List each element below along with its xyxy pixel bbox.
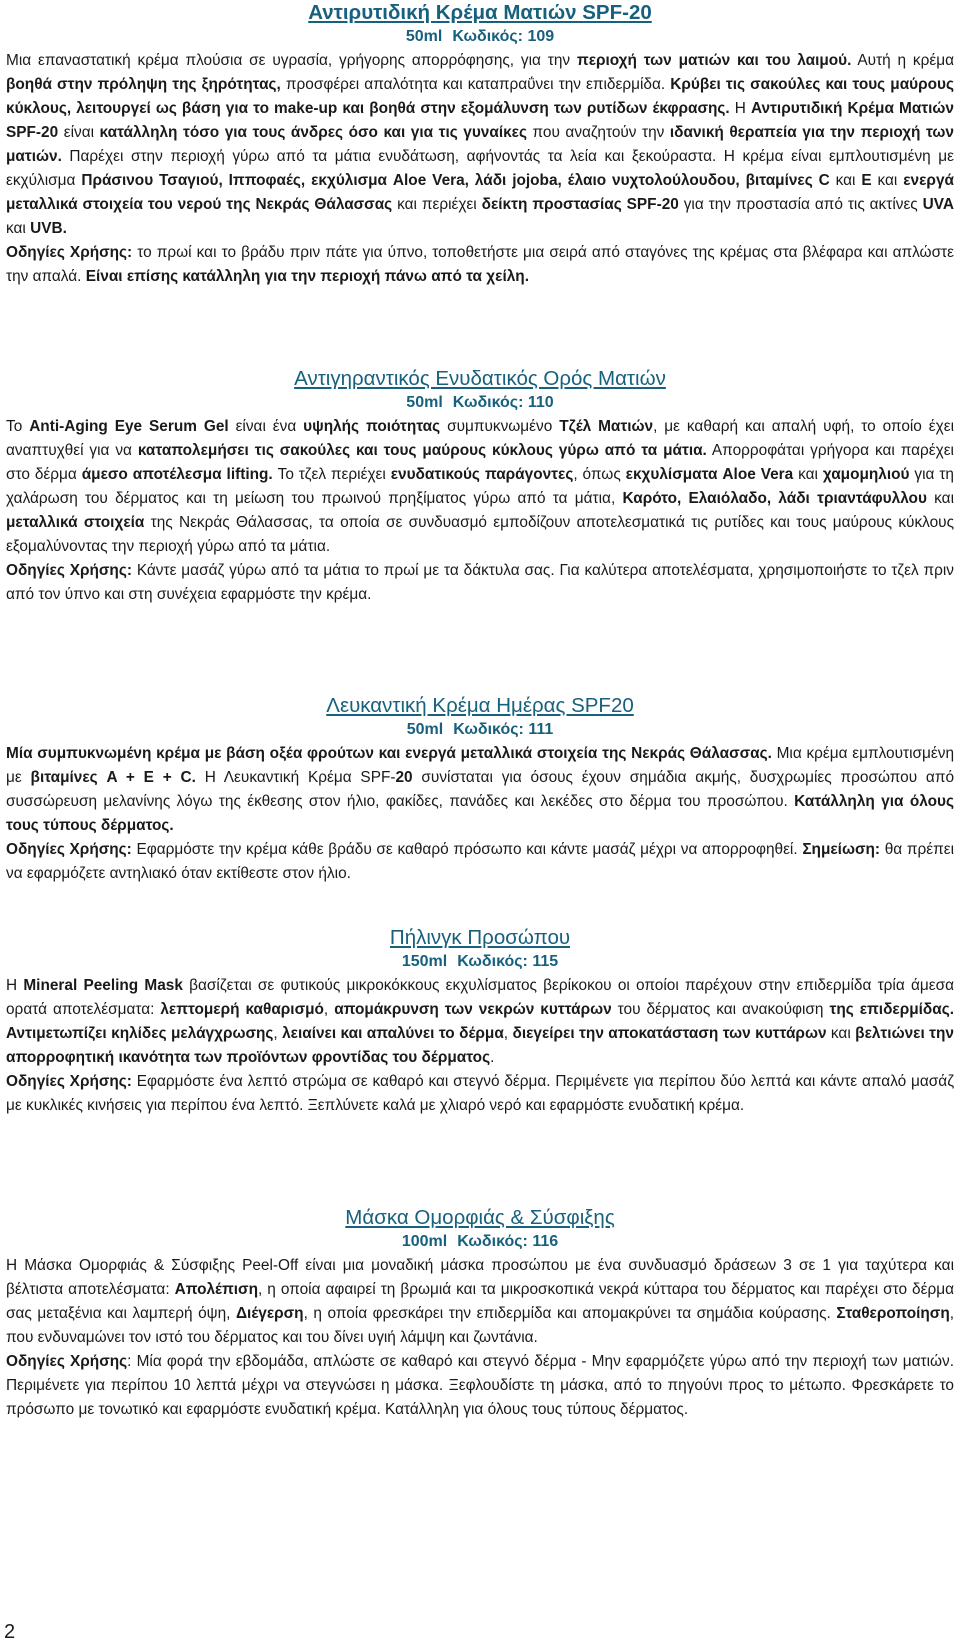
bold-text-run: Τζέλ Ματιών (559, 418, 654, 435)
bold-text-run: Οδηγίες Χρήσης: (6, 841, 132, 858)
text-run: : Μία φορά την εβδομάδα, απλώστε σε καθαρό και στεγνό δέρμα - Μην εφαρμόζετε γύρω από την περιοχή των ματιών. Περιμένετε για περίπου 10 λεπτά μέχρι να στεγνώσει η μάσκα. Ξεφλουδίστε τη μάσκα, από το πηγούνι προς το μέτωπο. Φρεσκάρετε το πρόσωπο με τονωτικό και εφαρμόστε ενυδατική κρέμα. Κατάλληλη για όλους τους τύπους δέρματος. (6, 1353, 954, 1418)
usage-instructions (6, 838, 954, 886)
description-paragraph (6, 49, 954, 241)
bold-text-run: καταπολεμήσει τις σακούλες και τους μαύρους κύκλους γύρω από τα μάτια. (137, 442, 707, 459)
text-run: του δέρματος και ανακούφιση (611, 1001, 830, 1018)
bold-text-run: UVB. (30, 220, 67, 237)
product-code-line (6, 26, 954, 48)
text-run: είναι (58, 124, 100, 141)
text-run: , η οποία φρεσκάρει την επιδερμίδα και απομακρύνει τα σημάδια κούρασης. (303, 1305, 837, 1322)
text-run: προσφέρει απαλότητα και καταπραΰνει την επιδερμίδα. (280, 76, 671, 93)
bold-text-run: βιταμίνες A + E + C. (30, 769, 196, 786)
bold-text-run: υψηλής ποιότητας (303, 418, 441, 435)
bold-text-run: απομάκρυνση των νεκρών κυττάρων (334, 1001, 612, 1018)
product-volume: 50ml (405, 28, 443, 45)
text-run: Παρέχει στην περιοχή γύρω από τα μάτια ενυδάτωση, αφήνοντάς τα λεία και ξεκούραστα. Η κρέμα είναι εμπλουτισμένη με εκχύλισμα (6, 148, 954, 189)
text-run: , η οποία αφαιρεί τη βρωμιά και τα μικροσκοπικά νεκρά κύτταρα του δέρματος και παρέχει στο δέρμα σας μεταξένια και λαμπερή όψη, (6, 1281, 954, 1322)
bold-text-run: βελτιώνει την απορροφητική ικανότητα των προϊόντων φροντίδας του δέρματος (6, 1025, 954, 1066)
description-paragraph (6, 974, 954, 1070)
text-run: , με καθαρή και απαλή υφή, το οποίο έχει αναπτυχθεί για να (6, 418, 954, 459)
text-run: είναι ένα (228, 418, 304, 435)
bold-text-run: κατάλληλη τόσο για τους άνδρες όσο και για τις γυναίκες (99, 124, 527, 141)
section-title: Λευκαντική Κρέμα Ημέρας SPF20 (326, 694, 634, 717)
text-run: και (871, 172, 904, 189)
text-run: Μια κρέμα εμπλουτισμένη με (6, 745, 954, 786)
text-run: συμπυκνωμένο (440, 418, 560, 435)
bold-text-run: Anti-Aging Eye Serum Gel (29, 418, 229, 435)
product-code-line (6, 951, 954, 973)
text-run: . (490, 1049, 495, 1066)
bold-text-run: Σημείωση: (802, 841, 881, 858)
description-paragraph (6, 742, 954, 838)
text-run: το πρωί και το βράδυ πριν πάτε για ύπνο, τοποθετήστε μια σειρά από σταγόνες της κρέμας στα βλέφαρα και απλώστε την απαλά. (6, 244, 955, 285)
text-run: Η Μάσκα Ομορφιάς & Σύσφιξης Peel-Off είναι μια μοναδική μάσκα προσώπου με ένα συνδυασμό δράσεων 3 σε 1 για ταχύτερα και βέλτιστα αποτελέσματα: (6, 1257, 954, 1298)
text-run: βασίζεται σε φυτικούς μικροκόκκους εκχυλίσματος βερίκοκου οι οποίοι παρέχουν στην επιδερμίδα τρία άμεσα ορατά αποτελέσματα: (6, 977, 954, 1018)
bold-text-run: Πράσινου Τσαγιού, Ιπποφαές, εκχύλισμα Aloe Vera, λάδι jojoba, έλαιο νυχτολούλουδου, βιταμίνες C (81, 172, 830, 189)
usage-instructions (6, 1350, 954, 1422)
text-run: και (926, 490, 954, 507)
text-run: , (273, 1025, 283, 1042)
product-volume: 150ml (401, 953, 448, 970)
product-section-whitening-day-cream (6, 693, 954, 886)
text-run: της Νεκράς Θάλασσας, τα οποία σε συνδυασμό εμποδίζουν αποτελεσματικά τις ρυτίδες και τους μαύρους κύκλους εξομαλύνοντας την περιοχή γύρω από τα μάτια. (6, 514, 955, 555)
text-run: Εφαρμόστε ένα λεπτό στρώμα σε καθαρό και στεγνό δέρμα. Περιμένετε για περίπου δύο λεπτά και κάντε απαλό μασάζ με κυκλικές κινήσεις για περίπου ένα λεπτό. Ξεπλύνετε καλά με χλιαρό νερό και εφαρμόστε ενυδατική κρέμα. (6, 1073, 954, 1114)
section-title: Αντιγηραντικός Ενυδατικός Ορός Ματιών (294, 367, 666, 390)
text-run: θα πρέπει να εφαρμόζετε αντηλιακό όταν εκτίθεστε στον ήλιο. (6, 841, 954, 882)
product-code: Κωδικός: 115 (457, 953, 559, 970)
product-code-line (6, 719, 954, 741)
bold-text-run: Οδηγίες Χρήσης: (6, 244, 133, 261)
bold-text-run: Mineral Peeling Mask (23, 977, 183, 994)
text-run: και (793, 466, 823, 483)
product-volume: 100ml (401, 1233, 448, 1250)
bold-text-run: Κατάλληλη για όλους τους τύπους δέρματος. (6, 793, 954, 834)
text-run: Η (6, 977, 24, 994)
product-section-beauty-firming-mask (6, 1205, 954, 1422)
product-section-face-peeling (6, 925, 954, 1118)
bold-text-run: λεπτομερή καθαρισμό (160, 1001, 324, 1018)
text-run: Αυτή η κρέμα (851, 52, 954, 69)
product-code: Κωδικός: 109 (452, 28, 555, 45)
bold-text-run: ιδανική θεραπεία για την περιοχή των ματιών. (6, 124, 954, 165)
bold-text-run: διεγείρει την αποκατάσταση των κυττάρων (512, 1025, 827, 1042)
section-title: Μάσκα Ομορφιάς & Σύσφιξης (345, 1206, 615, 1229)
text-run: Κάντε μασάζ γύρω από τα μάτια το πρωί με τα δάκτυλα σας. Για καλύτερα αποτελέσματα, χρησιμοποιήστε το τζελ πριν από τον ύπνο και στη συνέχεια εφαρμόστε την κρέμα. (6, 562, 954, 603)
product-code-line (6, 1231, 954, 1253)
text-run: και (829, 172, 862, 189)
bold-text-run: της επιδερμίδας. Αντιμετωπίζει κηλίδες μελάγχρωσης (6, 1001, 954, 1042)
bold-text-run: Είναι επίσης κατάλληλη για την περιοχή πάνω από τα χείλη. (85, 268, 529, 285)
text-run: συνίσταται για όσους έχουν σημάδια ακμής, δυσχρωμίες προσώπου από συσσώρευση μελανίνης λόγω της έκθεσης στον ήλιο, φακίδες, πανάδες και λεκέδες στο δέρμα του προσώπου. (6, 769, 954, 810)
bold-text-run: Μία συμπυκνωμένη κρέμα με βάση οξέα φρούτων και ενεργά μεταλλικά στοιχεία της Νεκράς Θάλασσας. (6, 745, 772, 762)
text-run: , (323, 1001, 335, 1018)
text-run: , που ενδυναμώνει τον ιστό του δέρματος και του δίνει υγιή λάμψη και ζωντάνια. (6, 1305, 954, 1346)
bold-text-run: μεταλλικά στοιχεία (6, 514, 145, 531)
text-run: Η Λευκαντική Κρέμα SPF- (195, 769, 396, 786)
bold-text-run: άμεσο αποτέλεσμα lifting. (81, 466, 273, 483)
text-run: Το (6, 418, 30, 435)
text-run: Η (729, 100, 751, 117)
text-run: που αναζητούν την (526, 124, 670, 141)
product-section-eye-serum (6, 366, 954, 607)
text-run: για την προστασία από τις ακτίνες (678, 196, 923, 213)
bold-text-run: Οδηγίες Χρήσης: (6, 562, 132, 579)
bold-text-run: Καρότο, Ελαιόλαδο, λάδι τριαντάφυλλου (622, 490, 927, 507)
bold-text-run: Σταθεροποίηση (836, 1305, 950, 1322)
bold-text-run: βοηθά στην πρόληψη της ξηρότητας, (6, 76, 281, 93)
text-run: Μια επαναστατική κρέμα πλούσια σε υγρασία, γρήγορης απορρόφησης, για την (6, 52, 577, 69)
bold-text-run: ενυδατικούς παράγοντες (390, 466, 574, 483)
bold-text-run: Κρύβει τις σακούλες και τους μαύρους κύκλους, λειτουργεί ως βάση για το make-up και βοηθά στην εξομάλυνση των ρυτίδων έκφρασης. (6, 76, 954, 117)
text-run: και (6, 220, 31, 237)
section-title: Αντιρυτιδική Κρέμα Ματιών SPF-20 (308, 1, 652, 24)
section-title: Πήλινγκ Προσώπου (389, 926, 571, 949)
bold-text-run: Διέγερση (235, 1305, 304, 1322)
usage-instructions (6, 559, 954, 607)
bold-text-run: 20 (395, 769, 413, 786)
bold-text-run: E (861, 172, 872, 189)
text-run: και περιέχει (392, 196, 482, 213)
text-run: και (826, 1025, 856, 1042)
description-paragraph (6, 1254, 954, 1350)
text-run: Εφαρμόστε την κρέμα κάθε βράδυ σε καθαρό πρόσωπο και κάντε μασάζ μέχρι να απορροφηθεί. (131, 841, 803, 858)
text-run: για τη χαλάρωση του δέρματος και τη μείωση του πρωινού πρηξίματος γύρω από τα μάτια, (6, 466, 954, 507)
bold-text-run: περιοχή των ματιών και του λαιμού. (576, 52, 852, 69)
bold-text-run: UVA (922, 196, 954, 213)
usage-instructions (6, 1070, 954, 1118)
text-run: , (503, 1025, 513, 1042)
usage-instructions (6, 241, 954, 289)
product-code: Κωδικός: 116 (457, 1233, 559, 1250)
bold-text-run: Οδηγίες Χρήσης: (6, 1073, 132, 1090)
bold-text-run: ενεργά μεταλλικά στοιχεία του νερού της Νεκράς Θάλασσας (6, 172, 954, 213)
bold-text-run: Αντιρυτιδική Κρέμα Ματιών SPF-20 (6, 100, 954, 141)
bold-text-run: Οδηγίες Χρήσης (6, 1353, 128, 1370)
bold-text-run: λειαίνει και απαλύνει το δέρμα (282, 1025, 504, 1042)
product-code-line (6, 392, 954, 414)
bold-text-run: εκχυλίσματα Aloe Vera (625, 466, 794, 483)
bold-text-run: χαμομηλιού (822, 466, 910, 483)
bold-text-run: δείκτη προστασίας SPF-20 (481, 196, 679, 213)
product-volume: 50ml (406, 721, 444, 738)
product-volume: 50ml (406, 394, 443, 411)
text-run: , όπως (573, 466, 626, 483)
page-number: 2 (4, 1621, 16, 1643)
description-paragraph (6, 415, 954, 559)
product-code: Κωδικός: 111 (453, 721, 554, 738)
text-run: Το τζελ περιέχει (272, 466, 391, 483)
bold-text-run: Απολέπιση (174, 1281, 258, 1298)
product-section-eye-cream-spf20 (6, 0, 954, 289)
product-code: Κωδικός: 110 (452, 394, 554, 411)
text-run: Απορροφάται γρήγορα και παρέχει στο δέρμα (6, 442, 954, 483)
